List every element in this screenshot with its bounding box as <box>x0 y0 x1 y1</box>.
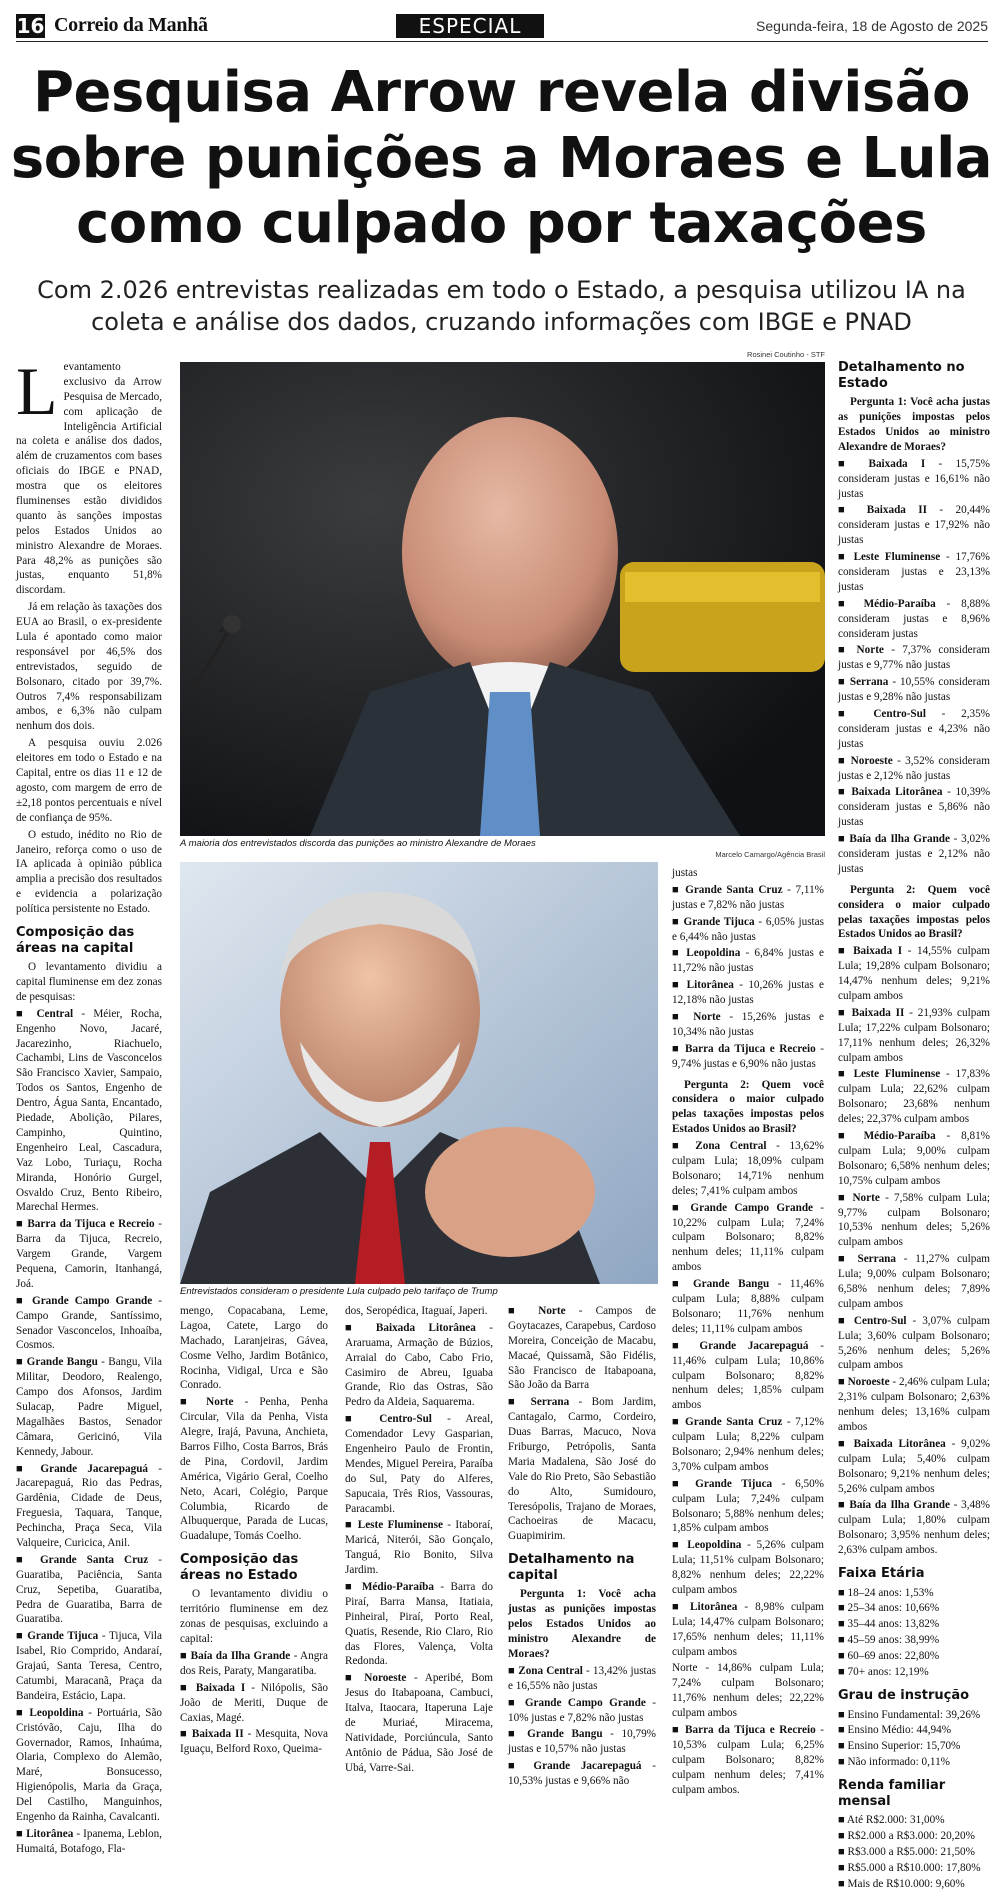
list-item: ■ Leste Fluminense - 17,76% consideram justas e 23,13% justas <box>838 551 990 593</box>
paragraph: mengo, Copacabana, Leme, Lagoa, Catete, Largo do Machado, Laranjeiras, Gávea, Cosme Velho, Jardim Botânico, Rocinha, Vidigal, Urca e São Conrado. <box>180 1305 328 1392</box>
column-4 <box>508 1304 656 1791</box>
education-stat: ■ Ensino Superior: 15,70% <box>838 1740 961 1753</box>
list-item: ■ Baixada II - Mesquita, Nova Iguaçu, Belford Roxo, Queima- <box>180 1728 328 1756</box>
list-item: ■ Grande Campo Grande - Campo Grande, Santíssimo, Senador Vasconcelos, Inhoaíba, Cosmos. <box>16 1294 162 1352</box>
list-item: ■ Médio-Paraíba - 8,81% culpam Lula; 9,00% culpam Bolsonaro; 6,58% nenhum deles; 10,75% culpam ambos <box>838 1130 991 1187</box>
list-item: ■ Grande Tijuca - Tijuca, Vila Isabel, Rio Comprido, Andaraí, Grajaú, Santa Teresa, Centro, Catumbi, Maracanã, Praça da Bandeira, Estácio, Lapa. <box>16 1630 162 1702</box>
list-item: ■ Grande Jacarepaguá - Jacarepaguá, Rio das Pedras, Gardênia, Cidade de Deus, Freguesia, Taquara, Tanque, Pechincha, Praça Seca, Vila Valqueire, Curicica, Anil. <box>16 1462 162 1549</box>
list-item: ■ Baixada Litorânea - 10,39% consideram justas e 5,86% não justas <box>838 786 991 829</box>
list-item: ■ Barra da Tijuca e Recreio - 9,74% justas e 6,90% não justas <box>672 1042 824 1070</box>
photo-caption: Entrevistados consideram o presidente Lula culpado pelo tarifaço de Trump <box>180 1286 498 1297</box>
age-stat: ■ 25–34 anos: 10,66% <box>838 1602 940 1615</box>
income-stat: ■ Até R$2.000: 31,00% <box>838 1814 945 1827</box>
paragraph: dos, Seropédica, Itaguaí, Japeri. <box>345 1305 488 1317</box>
list-item: ■ Centro-Sul - 2,35% consideram justas e 4,23% não justas <box>838 708 990 750</box>
subheading-income: Renda familiar mensal <box>838 1778 946 1809</box>
list-item: ■ Noroeste - 2,46% culpam Lula; 2,31% culpam Bolsonaro; 2,63% nenhum deles; 13,16% culpam ambos <box>838 1376 990 1433</box>
list-item: ■ Leopoldina - 5,26% culpam Lula; 11,51% culpam Bolsonaro; 8,82% nenhum deles; 22,22% culpam ambos <box>672 1539 824 1596</box>
list-item: ■ Baixada I - 14,55% culpam Lula; 19,28% culpam Bolsonaro; 14,47% nenhum deles; 9,21% culpam ambos <box>838 945 990 1003</box>
paragraph: justas <box>672 867 698 879</box>
education-stat: ■ Ensino Médio: 44,94% <box>838 1724 952 1737</box>
deck: Com 2.026 entrevistas realizadas em todo o Estado, a pesquisa utilizou IA na coleta e análise dos dados, cruzando informações com IBGE e PNAD <box>37 276 966 337</box>
list-item: ■ Centro-Sul - 3,07% culpam Lula; 3,60% culpam Bolsonaro; 5,26% nenhum deles; 5,26% culpam ambos <box>838 1314 990 1372</box>
list-item: ■ Litorânea - Ipanema, Leblon, Humaitá, Botafogo, Fla- <box>16 1827 162 1855</box>
list-item: ■ Baixada I - 15,75% consideram justas e 16,61% não justas <box>838 457 991 500</box>
list-item: ■ Grande Tijuca - 6,50% culpam Lula; 7,24% culpam Bolsonaro; 5,88% nenhum deles; 1,85% culpam ambos <box>672 1477 825 1535</box>
list-item: ■ Baixada I - Nilópolis, São João de Meriti, Duque de Caxias, Magé. <box>180 1681 328 1724</box>
education-stat: ■ Não informado: 0,11% <box>838 1756 950 1769</box>
age-stat: ■ 35–44 anos: 13,82% <box>838 1618 940 1631</box>
list-item: ■ Leopoldina - Portuária, São Cristóvão, Caju, Ilha do Governador, Ramos, Inhaúma, Olaria, Complexo do Alemão, Maré, Bonsucesso, Higienópolis, Maria da Graça, Del Castilho, Manguinhos, Engenho da Rainha, Cavalcanti. <box>16 1706 163 1824</box>
list-item: ■ Zona Central - 13,62% culpam Lula; 18,09% culpam Bolsonaro; 14,71% nenhum deles; 7,41% culpam ambos <box>672 1140 824 1197</box>
income-stat: ■ R$5.000 a R$10.000: 17,80% <box>838 1861 981 1874</box>
paragraph: O levantamento dividiu a capital fluminense em dez zonas de pesquisas: <box>16 961 162 1003</box>
paragraph: O estudo, inédito no Rio de Janeiro, reforça como o uso de IA aplicada à opinião pública amplia a precisão dos resultados e evidencia a polarização política persistente no Estado. <box>16 828 162 916</box>
subheading: Composição das áreas na capital <box>16 924 135 956</box>
paragraph: Já em relação às taxações dos EUA ao Brasil, o ex-presidente Lula é apontado como maior responsável por 46,5% dos entrevistados, seguido de Bolsonaro, citado por 39,7%. Outros 7,4% responsabilizam ambos, e 6,3% não culpam nenhum dos dois. <box>16 601 162 733</box>
page-header <box>16 14 988 42</box>
list-item: ■ Centro-Sul - Areal, Comendador Levy Gasparian, Engenheiro Paulo de Frontin, Mendes, Miguel Pereira, Paraíba do Sul, Paty do Alferes, Sapucaia, Três Rios, Vassouras, Paracambi. <box>345 1413 493 1515</box>
list-item: ■ Noroeste - Aperibé, Bom Jesus do Itabapoana, Cambuci, Italva, Itaocara, Itaperuna Laje de Muriaé, Miracema, Natividade, Porciúncula, Santo Antônio de Pádua, São José de Ubá, Varre-Sai. <box>345 1672 493 1774</box>
education-stat: ■ Ensino Fundamental: 39,26% <box>838 1708 981 1721</box>
question: Pergunta 2: Quem você considera o maior culpado pelas taxações impostas pelos Estados Unidos ao Brasil? <box>838 883 990 941</box>
list-item: ■ Grande Santa Cruz - 7,12% culpam Lula; 8,22% culpam Bolsonaro; 2,94% nenhum deles; 3,70% culpam ambos <box>672 1416 824 1473</box>
list-item: ■ Médio-Paraíba - Barra do Piraí, Barra Mansa, Itatiaia, Pinheiral, Piraí, Porto Real, Quatis, Resende, Rio Claro, Rio das Flores, Valença, Volta Redonda. <box>345 1581 493 1668</box>
photo-credit: Marcelo Camargo/Agência Brasil <box>715 850 825 859</box>
subheading-education: Grau de instrução <box>838 1687 970 1703</box>
list-item: ■ Serrana - 11,27% culpam Lula; 9,00% culpam Bolsonaro; 6,58% nenhum deles; 7,89% culpam ambos <box>838 1253 990 1310</box>
list-item: ■ Leopoldina - 6,84% justas e 11,72% não justas <box>672 947 824 975</box>
list-item: ■ Leste Fluminense - 17,83% culpam Lula; 22,62% culpam Bolsonaro; 23,68% nenhum deles; 22,37% culpam ambos <box>838 1068 990 1126</box>
list-item: ■ Grande Santa Cruz - 7,11% justas e 7,82% não justas <box>672 883 824 911</box>
column-5 <box>672 866 824 1799</box>
list-item: ■ Serrana - 10,55% consideram justas e 9,28% não justas <box>838 676 990 704</box>
age-stat: ■ 45–59 anos: 38,99% <box>838 1634 940 1647</box>
list-item: ■ Norte - Penha, Penha Circular, Vila da Penha, Vista Alegre, Irajá, Pavuna, Anchieta, Barros Filho, Costa Barros, Brás de Pina, Cordovil, Jardim América, Vigário Geral, Coelho Neto, Acari, Colégio, Parque Columbia, Ricardo de Albuquerque, Parada de Lucas, Guadalupe, Tomás Coelho. <box>180 1396 328 1543</box>
list-item: ■ Grande Tijuca - 6,05% justas e 6,44% não justas <box>672 915 824 943</box>
column-3 <box>345 1304 493 1778</box>
page-number: 16 <box>16 14 45 38</box>
question: Pergunta 2: Quem você considera o maior culpado pelas taxações impostas pelos Estados Unidos ao Brasil? <box>672 1078 824 1136</box>
list-item: ■ Baía da Ilha Grande - 3,02% consideram justas e 2,12% não justas <box>838 833 991 875</box>
list-item: Norte - 14,86% culpam Lula; 7,24% culpam Bolsonaro; 11,76% nenhum deles; 22,22% culpam ambos <box>672 1662 824 1720</box>
income-stat: ■ R$3.000 a R$5.000: 21,50% <box>838 1846 975 1859</box>
list-item: ■ Barra da Tijuca e Recreio - Barra da Tijuca, Recreio, Vargem Grande, Vargem Pequena, Camorin, Itanhangá, Joá. <box>16 1218 162 1290</box>
list-item: ■ Grande Campo Grande - 10,22% culpam Lula; 7,24% culpam Bolsonaro; 8,82% nenhum deles; 11,11% culpam ambos <box>672 1201 824 1274</box>
list-item: ■ Noroeste - 3,52% consideram justas e 2,12% não justas <box>838 754 990 782</box>
list-item: ■ Norte - 7,37% consideram justas e 9,77% não justas <box>838 644 990 672</box>
intro-paragraph: evantamento exclusivo da Arrow Pesquisa de Mercado, com aplicação de Inteligência Artificial na coleta e análise dos dados, além de cruzamentos com bases oficiais do IBGE e PNAD, mostra que os eleitores fluminenses estão divididos quanto às sanções impostas pelos Estados Unidos ao ministro Alexandre de Moraes. Para 48,2% as punições são justas, enquanto 51,8% discordam. <box>16 361 162 597</box>
list-item: ■ Litorânea - 10,26% justas e 12,18% não justas <box>672 979 824 1007</box>
list-item: ■ Leste Fluminense - Itaboraí, Maricá, Niterói, São Gonçalo, Tanguá, Rio Bonito, Silva Jardim. <box>345 1519 493 1577</box>
column-1 <box>16 353 163 1859</box>
list-item: ■ Baía da Ilha Grande - Angra dos Reis, Paraty, Mangaratiba. <box>180 1650 328 1677</box>
list-item: ■ Baixada II - 21,93% culpam Lula; 17,22% culpam Bolsonaro; 17,11% nenhum deles; 26,32% culpam ambos <box>838 1006 990 1064</box>
lula-photo[interactable] <box>180 862 658 1284</box>
subheading: Composição das áreas no Estado <box>180 1552 299 1583</box>
list-item: ■ Barra da Tijuca e Recreio - 10,53% culpam Lula; 6,25% culpam Bolsonaro; 8,82% culpam nenhum deles; 7,41% culpam ambos. <box>672 1723 824 1796</box>
list-item: ■ Grande Jacarepaguá - 10,53% justas e 9,66% não <box>508 1760 656 1788</box>
column-2 <box>180 1304 328 1759</box>
section-label: ESPECIAL <box>396 14 544 38</box>
list-item: ■ Litorânea - 8,98% culpam Lula; 14,47% culpam Bolsonaro; 17,65% nenhum deles; 11,11% culpam ambos <box>672 1600 824 1658</box>
list-item: ■ Zona Central - 13,42% justas e 16,55% não justas <box>508 1664 656 1692</box>
list-item: ■ Grande Santa Cruz - Guaratiba, Paciência, Santa Cruz, Sepetiba, Guaratiba, Pedra de Guaratiba, Barra de Guaratiba. <box>16 1553 162 1626</box>
list-item: ■ Grande Campo Grande - 10% justas e 7,82% não justas <box>508 1696 656 1724</box>
headline: Pesquisa Arrow revela divisão sobre punições a Moraes e Lula como culpado por taxações <box>10 60 993 257</box>
age-stat: ■ 70+ anos: 12,19% <box>838 1666 929 1679</box>
list-item: ■ Serrana - Bom Jardim, Cantagalo, Carmo, Cordeiro, Duas Barras, Macuco, Nova Friburgo, Petrópolis, Santa Maria Madalena, São José do Vale do Rio Preto, São Sebastião do Alto, Sumidouro, Teresópolis, Trajano de Moraes, Cachoeiras de Macacu, Guapimirim. <box>508 1396 656 1543</box>
list-item: ■ Grande Bangu - 11,46% culpam Lula; 8,88% culpam Bolsonaro; 11,76% nenhum deles; 11,11% culpam ambos <box>672 1278 824 1335</box>
subheading: Detalhamento no Estado <box>838 360 965 391</box>
list-item: ■ Baixada Litorânea - 9,02% culpam Lula; 5,40% culpam Bolsonaro; 9,21% nenhum deles; 5,26% culpam ambos <box>838 1437 991 1495</box>
list-item: ■ Central - Méier, Rocha, Engenho Novo, Jacaré, Jacarezinho, Riachuelo, Cachambi, Lins de Vasconcelos São Francisco Xavier, Sampaio, Todos os Santos, Engenho de Dentro, Água Santa, Encantado, Piedade, Abolição, Pilares, Campinho, Quintino, Engenheiro Leal, Cascadura, Vaz Lobo, Turiaçu, Rocha Miranda, Honório Gurgel, Osvaldo Cruz, Bento Ribeiro, Marechal Hermes. <box>16 1007 162 1214</box>
age-stat: ■ 60–69 anos: 22,80% <box>838 1650 940 1663</box>
column-6 <box>838 360 990 1893</box>
paragraph: O levantamento dividiu o território fluminense em dez zonas de pesquisas, excluindo a capital: <box>180 1588 328 1646</box>
dropcap: L <box>16 353 58 429</box>
subheading: Detalhamento na capital <box>508 1552 635 1583</box>
income-stat: ■ R$2.000 a R$3.000: 20,20% <box>838 1830 975 1843</box>
list-item: ■ Norte - 7,58% culpam Lula; 9,77% culpam Bolsonaro; 10,53% nenhum deles; 5,26% culpam ambos <box>838 1191 990 1249</box>
list-item: ■ Médio-Paraíba - 8,88% consideram justas e 8,96% consideram justas <box>838 597 991 640</box>
photo-credit: Rosinei Coutinho - STF <box>747 350 825 359</box>
newspaper-brand[interactable]: Correio da Manhã <box>54 14 208 36</box>
age-stat: ■ 18–24 anos: 1,53% <box>838 1586 934 1599</box>
list-item: ■ Grande Bangu - Bangu, Vila Militar, Deodoro, Realengo, Campo dos Afonsos, Jardim Sulacap, Padre Miguel, Magalhães Bastos, Senador Câmara, Gericinó, Vila Kennedy, Jabour. <box>16 1356 162 1458</box>
list-item: ■ Grande Bangu - 10,79% justas e 10,57% não justas <box>508 1728 656 1756</box>
moraes-photo[interactable] <box>180 362 825 836</box>
list-item: ■ Grande Jacarepaguá - 11,46% culpam Lula; 10,86% culpam Bolsonaro; 8,82% nenhum deles; 1,85% culpam ambos <box>672 1339 824 1412</box>
list-item: ■ Norte - 15,26% justas e 10,34% não justas <box>672 1011 824 1038</box>
subheading-age: Faixa Etária <box>838 1565 925 1581</box>
list-item: ■ Norte - Campos de Goytacazes, Carapebus, Cardoso Moreira, Conceição de Macabu, Macaé, Quissamã, São Fidélis, São Francisco de Itabapoana, São João da Barra <box>508 1305 656 1392</box>
list-item: ■ Baixada Litorânea - Araruama, Armação de Búzios, Arraial do Cabo, Cabo Frio, Casimiro de Abreu, Iguaba Grande, Rio das Ostras, São Pedro da Aldeia, Saquarema. <box>345 1321 493 1409</box>
photo-caption: A maioria dos entrevistados discorda das punições ao ministro Alexandre de Moraes <box>180 838 536 849</box>
question: Pergunta 1: Você acha justas as punições impostas pelos Estados Unidos ao ministro Alexandre de Moraes? <box>838 396 990 453</box>
list-item: ■ Baixada II - 20,44% consideram justas e 17,92% não justas <box>838 504 990 547</box>
question: Pergunta 1: Você acha justas as punições impostas pelos Estados Unidos ao ministro Alexandre de Moraes? <box>508 1588 656 1660</box>
income-stat: ■ Mais de R$10.000: 9,60% <box>838 1877 965 1890</box>
paragraph: A pesquisa ouviu 2.026 eleitores em todo o Estado e na Capital, entre os dias 11 e 12 de agosto, com margem de erro de ±2,18 pontos percentuais e nível de confiança de 95%. <box>16 737 162 824</box>
list-item: ■ Baía da Ilha Grande - 3,48% culpam Lula; 1,80% culpam Bolsonaro; 3,95% nenhum deles; 2,63% culpam ambos. <box>838 1499 991 1557</box>
issue-date: Segunda-feira, 18 de Agosto de 2025 <box>756 18 988 34</box>
